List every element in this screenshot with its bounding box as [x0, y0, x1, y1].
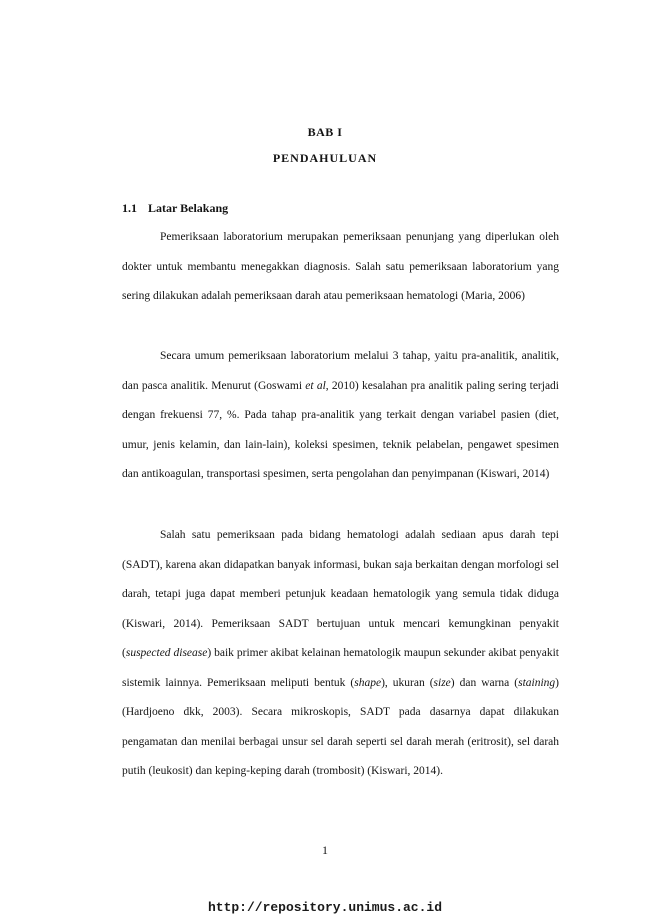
section-title: Latar Belakang	[148, 201, 229, 215]
paragraph-text: , 2010) kesalahan pra analitik paling sering terjadi dengan frekuensi 77, %. Pada tahap pra-analitik yang terkait dengan variabel pasien (diet, umur, jenis kelamin, dan lain-lain), koleksi spesimen, teknik pelabelan, pengawet spesimen dan antikoagulan, transportasi spesimen, serta pengolahan dan penyimpanan (Kiswari, 2014)	[122, 379, 560, 480]
italic-term: staining	[518, 676, 556, 689]
paragraph-text: ) dan warna (	[450, 676, 519, 689]
paragraph-2	[122, 342, 559, 490]
chapter-number: BAB I	[307, 125, 343, 139]
paragraph-text: ) (Hardjoeno dkk, 2003). Secara mikroskopis, SADT pada dasarnya dapat dilakukan pengamatan dan menilai berbagai unsur sel darah seperti sel darah merah (eritrosit), sel darah putih (leukosit) dan keping-keping darah (trombosit) (Kiswari, 2014).	[122, 676, 560, 777]
italic-term: shape	[354, 676, 382, 689]
section-number: 1.1	[122, 201, 137, 215]
paragraph-text: Secara umum pemeriksaan laboratorium melalui 3 tahap, yaitu pra-analitik, analitik, dan pasca analitik. Menurut (Goswami	[122, 350, 559, 392]
section-heading	[122, 201, 228, 216]
paragraph-text: Salah satu pemeriksaan pada bidang hematologi adalah sediaan apus darah tepi (SADT), karena akan didapatkan banyak informasi, bukan saja berkaitan dengan morfologi sel darah, tetapi juga dapat memberi petunjuk keadaan hematologik yang semula tidak diduga (Kiswari, 2014). Pemeriksaan SADT bertujuan untuk mencari kemungkinan penyakit (	[122, 529, 559, 659]
italic-term: et al	[305, 379, 326, 392]
page-number: 1	[322, 843, 328, 857]
paragraph-3	[122, 521, 559, 787]
repository-url[interactable]: http://repository.unimus.ac.id	[207, 900, 443, 915]
paragraph-text: ) baik primer akibat kelainan hematologik maupun sekunder akibat penyakit sistemik lainnya. Pemeriksaan meliputi bentuk (	[122, 647, 559, 689]
italic-term: size	[433, 676, 451, 689]
italic-term: suspected disease	[125, 647, 208, 659]
chapter-title: PENDAHULUAN	[272, 151, 378, 165]
paragraph-1	[122, 223, 559, 312]
paragraph-text: Pemeriksaan laboratorium merupakan pemeriksaan penunjang yang diperlukan oleh dokter untuk membantu menegakkan diagnosis. Salah satu pemeriksaan laboratorium yang sering dilakukan adalah pemeriksaan darah atau pemeriksaan hematologi (Maria, 2006)	[122, 231, 559, 302]
paragraph-text: ), ukuran (	[381, 676, 434, 689]
